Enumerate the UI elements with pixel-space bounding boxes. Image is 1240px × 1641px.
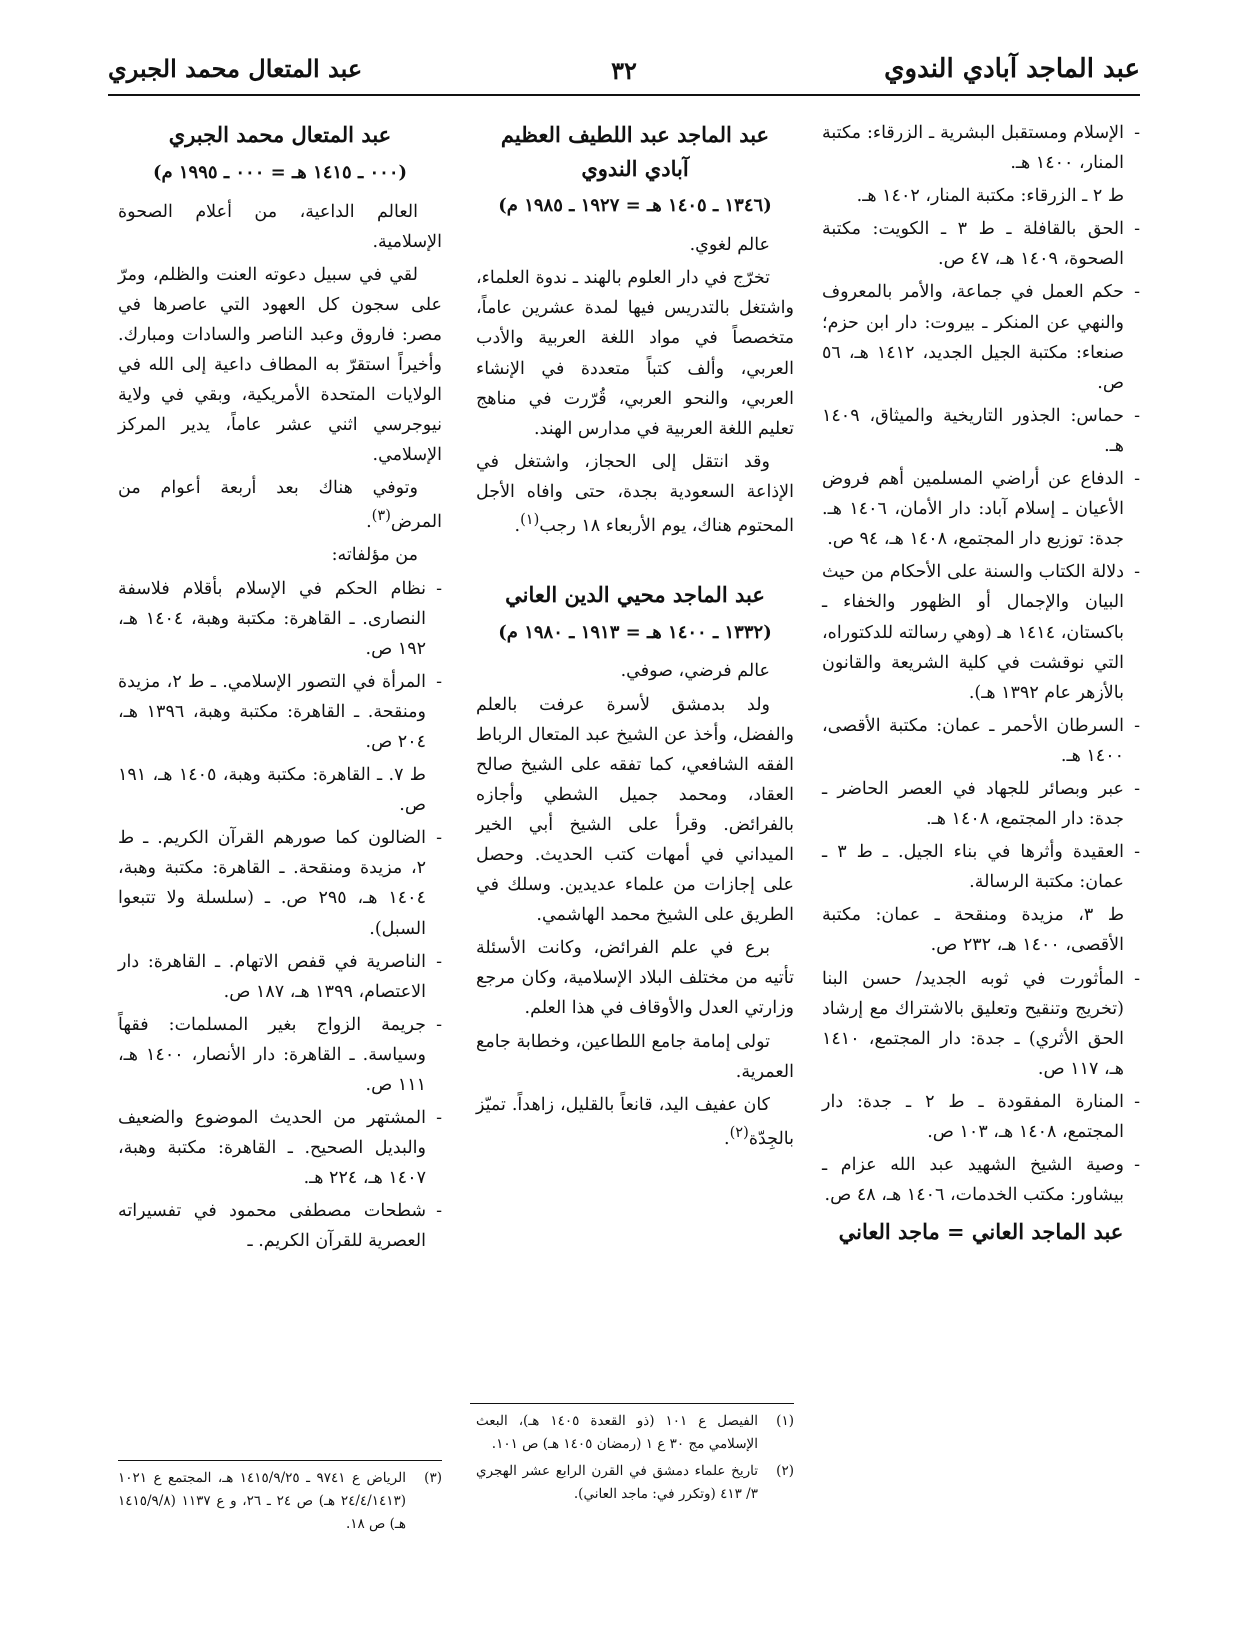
footnote-number: (٢) [776,1462,794,1479]
bio-paragraph: عالم لغوي. [689,235,770,256]
footnote-marker: (١) [520,510,540,528]
running-head [108,50,1140,96]
list-item: - الدفاع عن أراضي المسلمين أهم فروض الأعيان ـ إسلام آباد: دار الأمان، ١٤٠٦ هـ. جدة: توزيع دار المجتمع، ١٤٠٨ هـ، ٩٤ ص. [822,464,1140,554]
page-number: ٣٢ [611,56,637,85]
bio-title: عبد الماجد عبد اللطيف العظيم آبادي الندوي [500,122,770,181]
footnotes-middle [476,1403,794,1510]
bio-text: وقد انتقل إلى الحجاز، واشتغل في الإذاعة السعودية بجدة، حتى وافاه الأجل المحتوم هناك، يوم الأربعاء ١٨ رجب [476,451,794,536]
footnote-number: (٣) [424,1470,442,1486]
list-item: - الحق بالقافلة ـ ط ٣ ـ الكويت: مكتبة الصحوة، ١٤٠٩ هـ، ٤٧ ص. [822,214,1140,274]
list-item: - المرأة في التصور الإسلامي. ـ ط ٢، مزيدة ومنقحة. ـ القاهرة: مكتبة وهبة، ١٣٩٦ هـ، ٢٠٤ ص. [118,667,442,757]
list-item: - العقيدة وأثرها في بناء الجيل. ـ ط ٣ ـ عمان: مكتبة الرسالة. [822,837,1140,897]
list-item: - المأثورت في ثوبه الجديد/ حسن البنا (تخريج وتنقيح وتعليق بالاشتراك مع إرشاد الحق الأثري) ـ جدة: دار المجتمع، ١٤١٠ هـ، ١١٧ ص. [822,964,1140,1084]
footnote-number: (١) [776,1413,794,1429]
bio-paragraph: العالم الداعية، من أعلام الصحوة الإسلامية. [118,201,442,252]
bio-paragraph: ولد بدمشق لأسرة عرفت بالعلم والفضل، وأخذ عن الشيخ عبد المتعال الرباط الفقه الشافعي، كما تفقه على الشيخ صالح العقاد، ومحمد جميل الشطي وأجازه بالفرائض. وقرأ على الشيخ أبي الخير الميداني في أمهات كتب الحديث. وحصل على إجازات من علماء عديدين. وسلك في الطريق على الشيخ محمد الهاشمي. [476,694,794,926]
footnote-marker: (٣) [371,507,391,525]
footnotes-left [118,1460,442,1540]
list-item: - الإسلام ومستقبل البشرية ـ الزرقاء: مكتبة المنار، ١٤٠٠ هـ. [822,118,1140,178]
bio-dates: (١٣٤٦ ـ ١٤٠٥ هـ = ١٩٢٧ ـ ١٩٨٥ م) [498,195,772,217]
list-item: ط ٢ ـ الزرقاء: مكتبة المنار، ١٤٠٢ هـ. [856,186,1124,207]
footnote-text: تاريخ علماء دمشق في القرن الرابع عشر الهجري ٣/ ٤١٣ (وتكرر في: ماجد العاني). [476,1462,758,1502]
bio-paragraph: وتوفي هناك بعد أربعة أعوام من المرض$^{(٣)}$. [118,478,442,533]
list-item: - وصية الشيخ الشهيد عبد الله عزام ـ بيشاور: مكتب الخدمات، ١٤٠٦ هـ، ٤٨ ص. [822,1150,1140,1210]
footnote-text: الفيصل ع ١٠١ (ذو القعدة ١٤٠٥ هـ)، البعث الإسلامي مج ٣٠ ع ١ (رمضان ١٤٠٥ هـ) ص ١٠١. [476,1413,758,1452]
left-column [118,118,442,1260]
list-item: ط ٣، مزيدة ومنقحة ـ عمان: مكتبة الأقصى، ١٤٠٠ هـ، ٢٣٢ ص. [822,905,1124,956]
footnote [476,1410,794,1456]
list-item: - شطحات مصطفى محمود في تفسيراته العصرية للقرآن الكريم. ـ [118,1196,442,1256]
footnote [476,1460,794,1506]
bio-title: عبد الماجد محيي الدين العاني [505,581,765,607]
works-intro: من مؤلفاته: [331,545,418,566]
list-item: - الضالون كما صورهم القرآن الكريم. ـ ط ٢، مزيدة ومنقحة. ـ القاهرة: مكتبة وهبة، ١٤٠٤ هـ، ٢٩٥ ص. ـ (سلسلة ولا تتبعوا السبل). [118,823,442,943]
list-item: - جريمة الزواج بغير المسلمات: فقهاً وسياسة. ـ القاهرة: دار الأنصار، ١٤٠٠ هـ، ١١١ ص. [118,1010,442,1100]
list-item: - حماس: الجذور التاريخية والميثاق، ١٤٠٩ هـ. [822,401,1140,461]
middle-column [476,118,794,1157]
bio-text: وتوفي هناك بعد أربعة أعوام من المرض [118,478,442,533]
bio-dates: (١٣٣٢ ـ ١٤٠٠ هـ = ١٩١٣ ـ ١٩٨٠ م) [498,621,772,643]
bio-paragraph: عالم فرضي، صوفي. [620,661,770,682]
list-item: - حكم العمل في جماعة، والأمر بالمعروف والنهي عن المنكر ـ بيروت: دار ابن حزم؛ صنعاء: مكتبة الجيل الجديد، ١٤١٢ هـ، ٥٦ ص. [822,277,1140,397]
footnote [118,1467,442,1536]
bio-text: كان عفيف اليد، قانعاً بالقليل، زاهداً. تميّز بالجِدّة [476,1094,794,1149]
header-right-title: عبد الماجد آبادي الندوي [884,54,1140,84]
bio-paragraph: لقي في سبيل دعوته العنت والظلم، ومرّ على سجون كل العهود التي عاصرها في مصر: فاروق وعبد الناصر والسادات ومبارك. وأخيراً استقرّ به المطاف داعية إلى الله في الولايات المتحدة الأمريكية، وبقي في ولاية نيوجرسي اثني عشر عاماً، يدير المركز الإسلامي. [118,264,442,466]
footnote-marker: (٢) [729,1123,749,1141]
list-item: ط ٧. ـ القاهرة: مكتبة وهبة، ١٤٠٥ هـ، ١٩١ ص. [118,765,426,816]
bio-paragraph: تخرّج في دار العلوم بالهند ـ ندوة العلماء، واشتغل بالتدريس فيها لمدة عشرين عاماً، متخصصاً في مواد اللغة العربية والأدب العربي، وألف كتباً متعددة في الإنشاء العربي، والنحو العربي، قُرّرت في مناهج تعليم اللغة العربية في مدارس الهند. [476,268,794,439]
bio-paragraph: وقد انتقل إلى الحجاز، واشتغل في الإذاعة السعودية بجدة، حتى وافاه الأجل المحتوم هناك، يوم الأربعاء ١٨ رجب$^{(١)}$. [476,451,794,536]
bio-dates: (٠٠٠ ـ ١٤١٥ هـ = ٠٠٠ ـ ١٩٩٥ م) [152,161,408,183]
bio-title: عبد المتعال محمد الجبري [168,122,392,147]
header-left-title: عبد المتعال محمد الجبري [108,54,363,83]
bio-paragraph: برع في علم الفرائض، وكانت الأسئلة تأتيه من مختلف البلاد الإسلامية، وكان مرجع وزارتي العدل والأوقاف في هذا العلم. [476,938,794,1019]
footnote-rule [470,1403,794,1404]
list-item: - عبر وبصائر للجهاد في العصر الحاضر ـ جدة: دار المجتمع، ١٤٠٨ هـ. [822,774,1140,834]
bio-paragraph: كان عفيف اليد، قانعاً بالقليل، زاهداً. تميّز بالجِدّة$^{(٢)}$. [476,1094,794,1149]
list-item: - نظام الحكم في الإسلام بأقلام فلاسفة النصارى. ـ القاهرة: مكتبة وهبة، ١٤٠٤ هـ، ١٩٢ ص. [118,574,442,664]
list-item: - الناصرية في قفص الاتهام. ـ القاهرة: دار الاعتصام، ١٣٩٩ هـ، ١٨٧ ص. [118,947,442,1007]
list-item: - دلالة الكتاب والسنة على الأحكام من حيث البيان والإجمال أو الظهور والخفاء ـ باكستان، ١٤١٤ هـ (وهي رسالته للدكتوراه، التي نوقشت في كلية الشريعة والقانون بالأزهر عام ١٣٩٢ هـ). [822,557,1140,707]
footnote-rule [118,1460,442,1461]
cross-reference: عبد الماجد العاني = ماجد العاني [838,1219,1124,1245]
list-item: - السرطان الأحمر ـ عمان: مكتبة الأقصى، ١٤٠٠ هـ. [822,711,1140,771]
list-item: - المشتهر من الحديث الموضوع والضعيف والبديل الصحيح. ـ القاهرة: مكتبة وهبة، ١٤٠٧ هـ، ٢٢٤ هـ. [118,1103,442,1193]
footnote-text: الرياض ع ٩٧٤١ ـ ١٤١٥/٩/٢٥ هـ، المجتمع ع ١٠٢١ (٢٤/٤/١٤١٣ هـ) ص ٢٤ ـ ٢٦، و ع ١١٣٧ (١٤١٥/٩/٨ هـ) ص ١٨. [118,1470,406,1532]
spacer [476,544,794,578]
bio-paragraph: تولى إمامة جامع اللطاعين، وخطابة جامع العمرية. [476,1031,794,1082]
right-column [822,118,1140,1250]
list-item: - المنارة المفقودة ـ ط ٢ ـ جدة: دار المجتمع، ١٤٠٨ هـ، ١٠٣ ص. [822,1087,1140,1147]
